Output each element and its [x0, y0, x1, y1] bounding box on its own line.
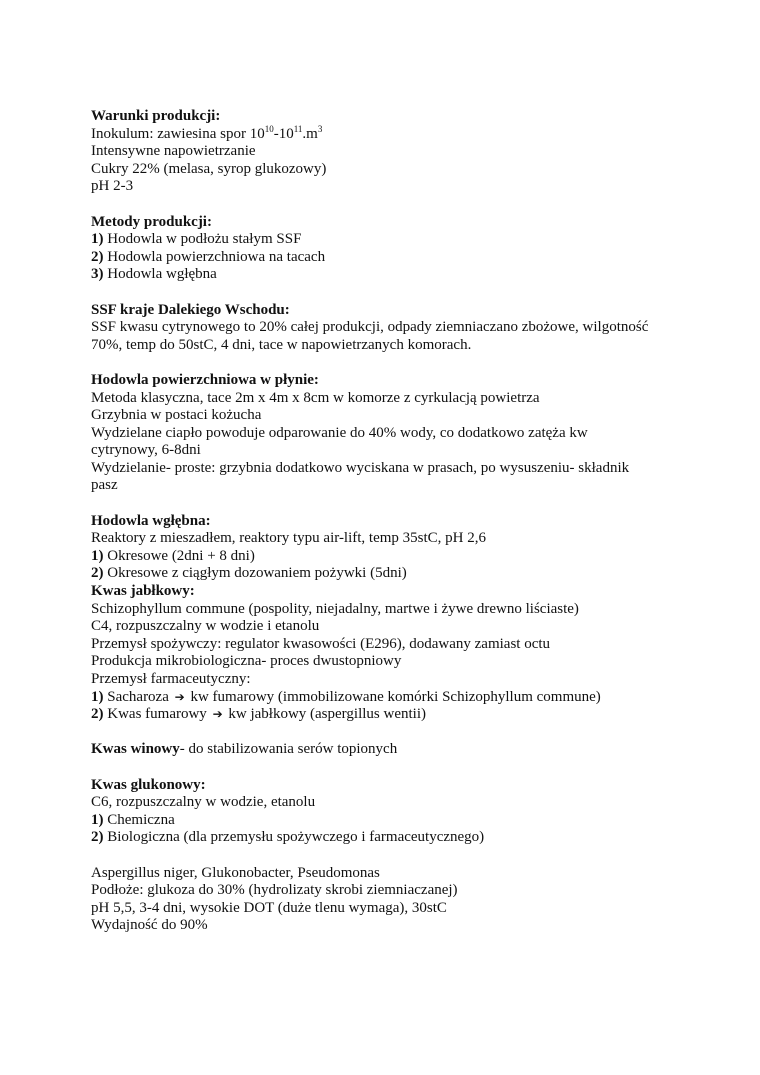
list-number: 1) [91, 231, 104, 248]
inokulum-unit: .m [302, 125, 318, 142]
list-item [91, 829, 676, 847]
list-item [91, 266, 676, 284]
section-heading-glukonowy: Kwas glukonowy: [91, 776, 206, 793]
list-text: Chemiczna [103, 811, 175, 828]
winowy-line [91, 741, 676, 759]
document-page [91, 108, 676, 935]
section-heading-winowy: Kwas winowy [91, 741, 180, 758]
inokulum-dash: -10 [273, 125, 294, 142]
section-heading-ssf: SSF kraje Dalekiego Wschodu: [91, 301, 290, 318]
list-item [91, 231, 676, 249]
section-heading-warunki: Warunki produkcji: [91, 108, 221, 124]
list-item [91, 548, 676, 566]
spacer [91, 724, 676, 742]
arrow-right-icon: ➔ [212, 707, 223, 722]
list-item [91, 812, 676, 830]
list-text: Hodowla w podłożu stałym SSF [103, 231, 302, 248]
text-line: Metoda klasyczna, tace 2m x 4m x 8cm w komorze z cyrkulacją powietrza [91, 389, 540, 406]
list-number: 2) [91, 829, 104, 846]
text-line: Reaktory z mieszadłem, reaktory typu air-lift, temp 35stC, pH 2,6 [91, 530, 487, 547]
section-heading-jablkowy: Kwas jabłkowy: [91, 583, 195, 600]
text-line: 70%, temp do 50stC, 4 dni, tace w napowietrzanych komorach. [91, 336, 472, 353]
text-line: Przemysł farmaceutyczny: [91, 671, 251, 687]
list-number: 3) [91, 266, 104, 283]
spacer [91, 759, 676, 777]
section-heading-powierzchniowa: Hodowla powierzchniowa w płynie: [91, 371, 319, 388]
inokulum-line [91, 123, 676, 144]
section-heading-wglebna: Hodowla wgłębna: [91, 512, 211, 529]
exponent: 10 [264, 123, 274, 134]
list-text: kw jabłkowy (aspergillus wentii) [224, 706, 426, 723]
list-text: Hodowla wgłębna [103, 266, 217, 283]
list-number: 2) [91, 565, 104, 582]
spacer [91, 196, 676, 214]
text-line: Cukry 22% (melasa, syrop glukozowy) [91, 160, 327, 177]
spacer [91, 847, 676, 865]
inokulum-text: Inokulum: zawiesina spor 10 [91, 125, 265, 142]
list-item [91, 689, 676, 707]
text-line: Przemysł spożywczy: regulator kwasowości (E296), dodawany zamiast octu [91, 635, 551, 652]
exponent: 11 [293, 123, 303, 134]
section-heading-metody: Metody produkcji: [91, 213, 212, 230]
arrow-right-icon: ➔ [174, 689, 185, 704]
text-line: Wydzielanie- proste: grzybnia dodatkowo wyciskana w prasach, po wysuszeniu- składnik [91, 459, 630, 476]
list-text: Kwas fumarowy [103, 706, 211, 723]
list-text: Okresowe z ciągłym dozowaniem pożywki (5dni) [103, 565, 407, 582]
list-item [91, 249, 676, 267]
spacer [91, 284, 676, 302]
list-text: Hodowla powierzchniowa na tacach [103, 248, 326, 265]
text-line: Grzybnia w postaci kożucha [91, 407, 262, 424]
text-line: Aspergillus niger, Glukonobacter, Pseudomonas [91, 864, 380, 881]
list-text: kw fumarowy (immobilizowane komórki Schizophyllum commune) [186, 688, 601, 705]
text-line: C4, rozpuszczalny w wodzie i etanolu [91, 618, 320, 635]
text-line: C6, rozpuszczalny w wodzie, etanolu [91, 794, 316, 811]
spacer [91, 354, 676, 372]
list-text: Biologiczna (dla przemysłu spożywczego i farmaceutycznego) [103, 829, 485, 846]
text-line: Produkcja mikrobiologiczna- proces dwustopniowy [91, 653, 402, 670]
text-line: SSF kwasu cytrynowego to 20% całej produkcji, odpady ziemniaczano zbożowe, wilgotność [91, 319, 649, 336]
text-line: cytrynowy, 6-8dni [91, 442, 201, 459]
list-number: 1) [91, 547, 104, 564]
text-line: Wydzielane ciapło powoduje odparowanie do 40% wody, co dodatkowo zatęża kw [91, 424, 588, 441]
winowy-text: - do stabilizowania serów topionych [179, 741, 398, 758]
text-line: Wydajność do 90% [91, 917, 208, 934]
text-line: Schizophyllum commune (pospolity, niejadalny, martwe i żywe drewno liściaste) [91, 600, 579, 617]
list-item [91, 706, 676, 724]
list-number: 1) [91, 688, 104, 705]
list-number: 2) [91, 706, 104, 723]
spacer [91, 495, 676, 513]
text-line: pH 5,5, 3-4 dni, wysokie DOT (duże tlenu wymaga), 30stC [91, 899, 447, 916]
text-line: pH 2-3 [91, 178, 134, 195]
list-item [91, 565, 676, 583]
exponent: 3 [317, 123, 323, 134]
list-number: 2) [91, 248, 104, 265]
text-line: Intensywne napowietrzanie [91, 143, 256, 160]
text-line: Podłoże: glukoza do 30% (hydrolizaty skrobi ziemniaczanej) [91, 882, 458, 899]
text-line: pasz [91, 477, 118, 494]
list-text: Okresowe (2dni + 8 dni) [103, 547, 255, 564]
list-text: Sacharoza [103, 688, 173, 705]
list-number: 1) [91, 811, 104, 828]
